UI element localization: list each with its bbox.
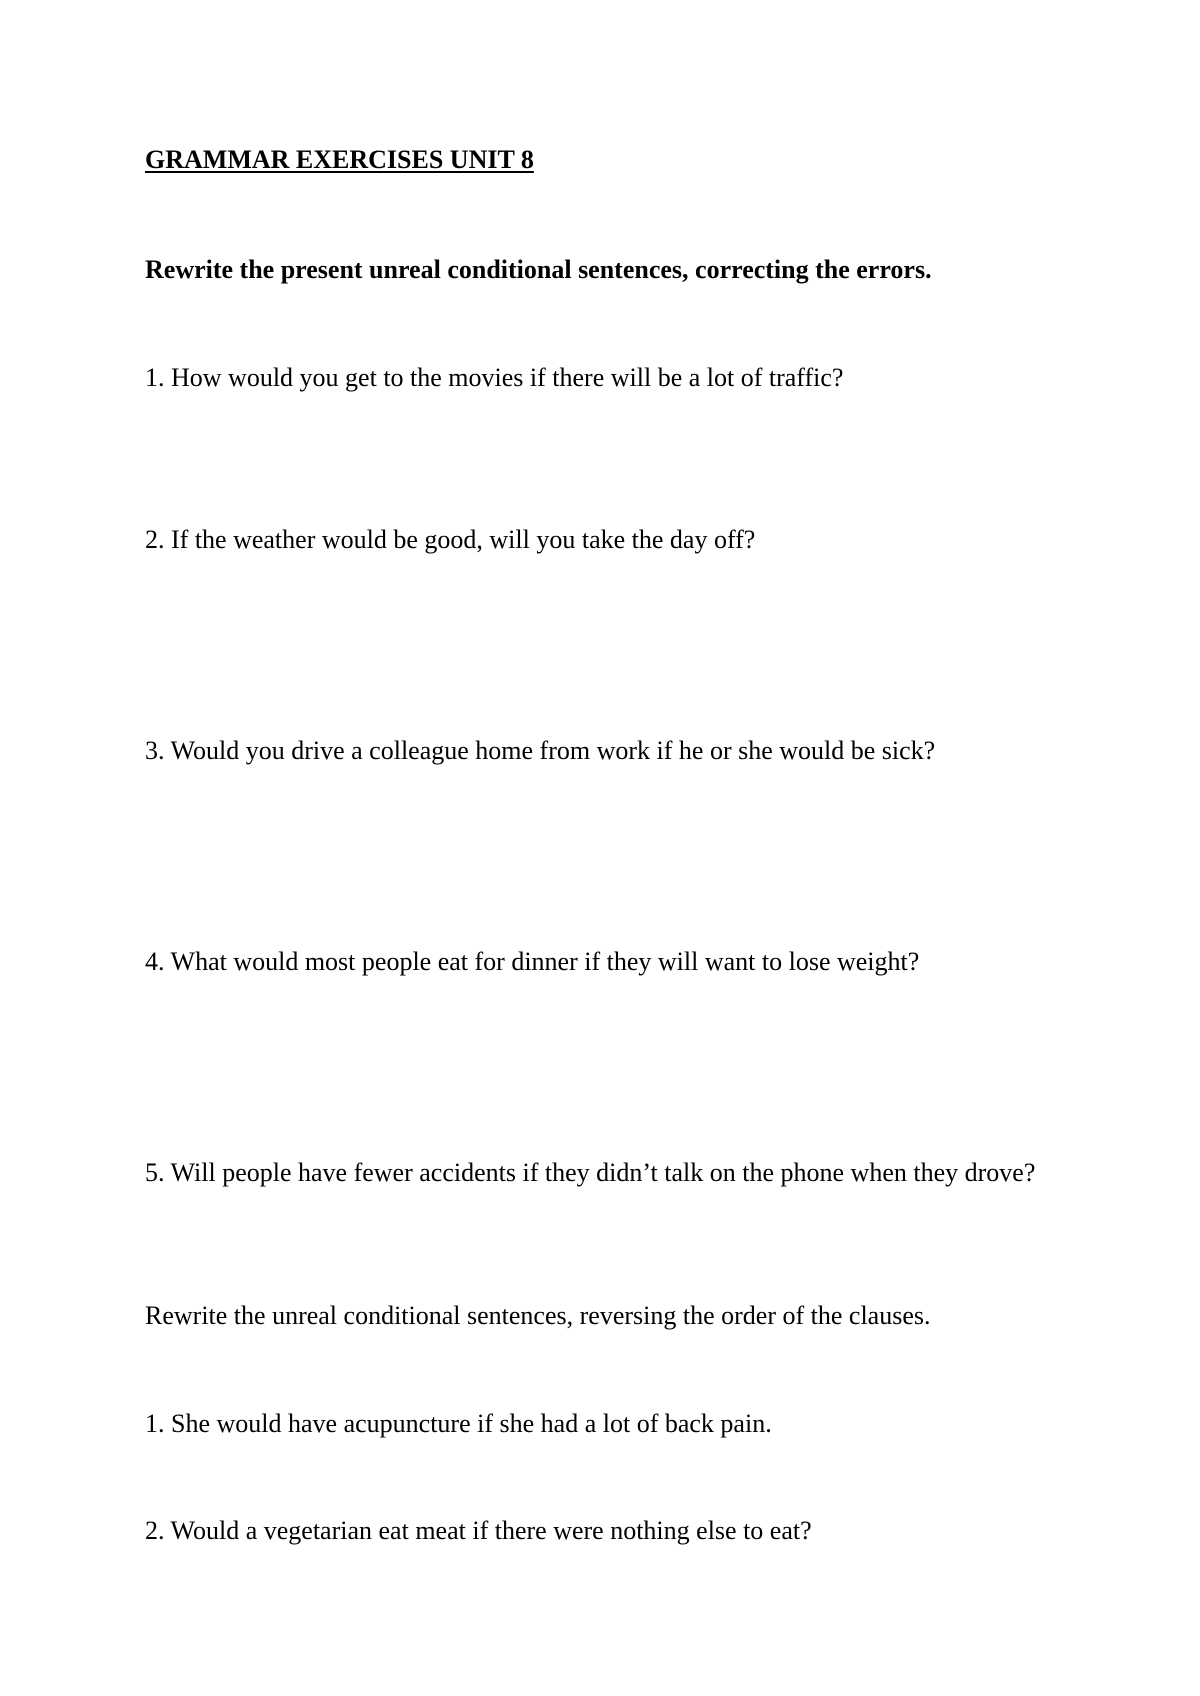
page-title: GRAMMAR EXERCISES UNIT 8 (145, 145, 534, 174)
section1-item-2: 2. If the weather would be good, will you take the day off? (145, 525, 756, 554)
section1-instruction: Rewrite the present unreal conditional sentences, correcting the errors. (145, 255, 932, 284)
section1-item-4: 4. What would most people eat for dinner if they will want to lose weight? (145, 947, 920, 976)
section2-item-1: 1. She would have acupuncture if she had a lot of back pain. (145, 1409, 772, 1438)
section2-item-2: 2. Would a vegetarian eat meat if there were nothing else to eat? (145, 1516, 812, 1545)
section1-item-3: 3. Would you drive a colleague home from work if he or she would be sick? (145, 736, 936, 765)
section1-item-1: 1. How would you get to the movies if there will be a lot of traffic? (145, 363, 844, 392)
section2-instruction: Rewrite the unreal conditional sentences, reversing the order of the clauses. (145, 1301, 931, 1330)
section1-item-5: 5. Will people have fewer accidents if they didn’t talk on the phone when they drove? (145, 1158, 1036, 1187)
